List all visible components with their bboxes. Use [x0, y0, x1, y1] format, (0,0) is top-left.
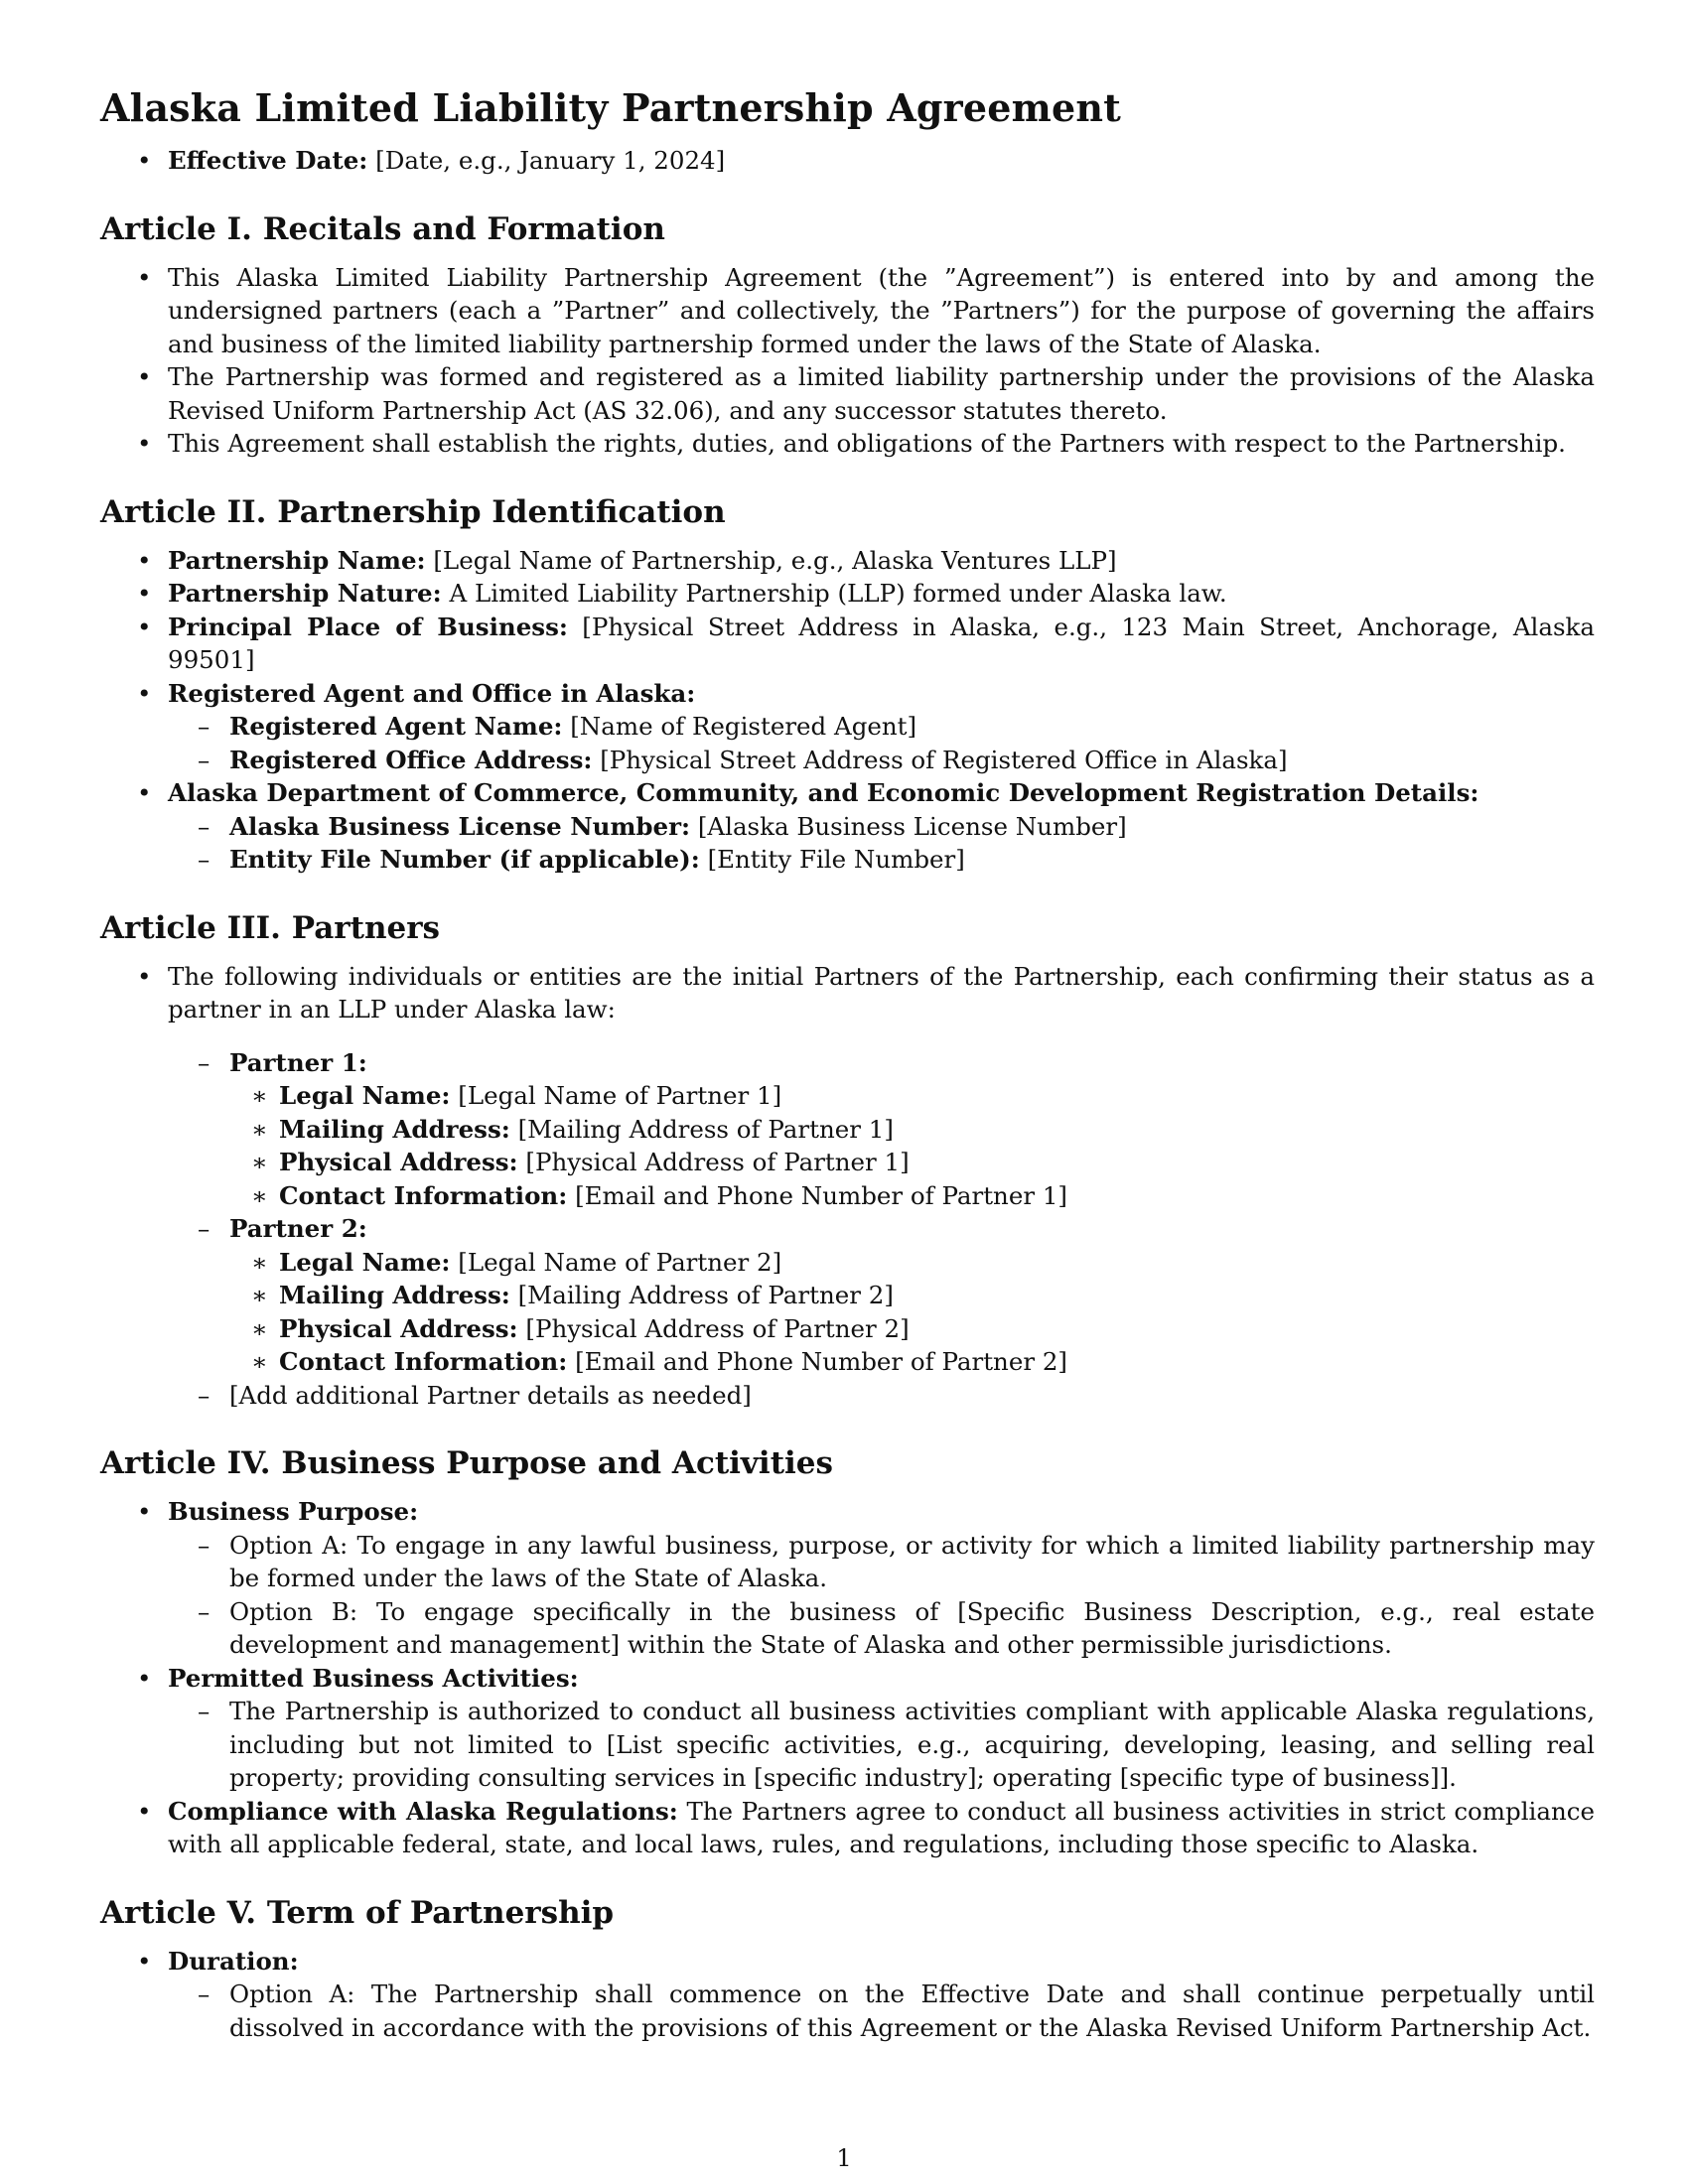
entity-file-number: – Entity File Number (if applicable): [Entity File Number]: [168, 843, 1595, 877]
principal-place: • Principal Place of Business: [Physical Street Address in Alaska, e.g., 123 Main Street, Anchorage, Alaska 99501]: [100, 611, 1595, 677]
effective-date-list: [100, 144, 1595, 178]
article-2-heading: Article II. Partnership Identification: [100, 493, 726, 530]
partner-2: – Partner 2: ∗ Legal Name: [Legal Name of Partner 2] ∗ Mailing Address: [Mailing Address of Partner 2] ∗ Physical Address: [Physical Address of Partner 2] ∗ Contact Information: [Email and Phone Number of Partner 2]: [168, 1212, 1595, 1379]
partner-1: – Partner 1: ∗ Legal Name: [Legal Name of Partner 1] ∗ Mailing Address: [Mailing Address of Partner 1] ∗ Physical Address: [Physical Address of Partner 1] ∗ Contact Information: [Email and Phone Number of Partner 1]: [168, 1046, 1595, 1213]
article-3-heading: Article III. Partners: [100, 909, 440, 946]
additional-partners: – [Add additional Partner details as needed]: [168, 1379, 1595, 1413]
article-3-list: [100, 960, 1595, 1413]
compliance: • Compliance with Alaska Regulations: The Partners agree to conduct all business activities in strict compliance with all applicable federal, state, and local laws, rules, and regulations, including those specific to Alaska.: [100, 1795, 1595, 1861]
partner-1-physical-address: ∗ Physical Address: [Physical Address of Partner 1]: [229, 1146, 1595, 1179]
document-title: Alaska Limited Liability Partnership Agreement: [100, 85, 1121, 130]
partner-2-mailing-address: ∗ Mailing Address: [Mailing Address of Partner 2]: [229, 1279, 1595, 1312]
effective-date: • Effective Date: [Date, e.g., January 1, 2024]: [100, 144, 1595, 178]
article-1-list: [100, 261, 1595, 461]
article-1-heading: Article I. Recitals and Formation: [100, 210, 665, 247]
partner-2-legal-name: ∗ Legal Name: [Legal Name of Partner 2]: [229, 1246, 1595, 1280]
list-item: • This Agreement shall establish the rights, duties, and obligations of the Partners with respect to the Partnership.: [100, 427, 1595, 461]
article-2-list: [100, 544, 1595, 877]
business-license-number: – Alaska Business License Number: [Alaska Business License Number]: [168, 810, 1595, 844]
partner-1-contact: ∗ Contact Information: [Email and Phone Number of Partner 1]: [229, 1179, 1595, 1213]
partner-2-physical-address: ∗ Physical Address: [Physical Address of Partner 2]: [229, 1312, 1595, 1346]
partner-1-legal-name: ∗ Legal Name: [Legal Name of Partner 1]: [229, 1079, 1595, 1113]
registration-details: • Alaska Department of Commerce, Community, and Economic Development Registration Details: – Alaska Business License Number: [Alaska Business License Number] – Entity File Number (if applicable): [Entity File Number]: [100, 776, 1595, 877]
article-4-list: [100, 1495, 1595, 1861]
purpose-option-b: – Option B: To engage specifically in the business of [Specific Business Description, e.g., real estate development and management] within the State of Alaska and other permissible jurisdictions.: [168, 1595, 1595, 1662]
registered-office-address: – Registered Office Address: [Physical Street Address of Registered Office in Alaska]: [168, 744, 1595, 777]
partner-2-contact: ∗ Contact Information: [Email and Phone Number of Partner 2]: [229, 1345, 1595, 1379]
list-item: • The Partnership was formed and registered as a limited liability partnership under the provisions of the Alaska Revised Uniform Partnership Act (AS 32.06), and any successor statutes thereto.: [100, 360, 1595, 427]
registered-agent-name: – Registered Agent Name: [Name of Registered Agent]: [168, 710, 1595, 744]
partners-intro: • The following individuals or entities are the initial Partners of the Partnership, each confirming their status as a partner in an LLP under Alaska law: – Partner 1: ∗ Legal Name: [Legal Name of Partner 1] ∗ Mailing Address: [Mailing Address of Partner 1] ∗ Physical Address: [Physical Address of Partner 1] ∗ Contact Information: [Email and Phone Number of Partner 1] – Partner 2: ∗ Legal Name: [Legal Name of Partner 2] ∗ Mailing Address: [Mailing Address of Partner 2] ∗ Physical Address: [Physical Address of Partner 2] ∗ Contact Information: [Email and Phone Number of Partner 2] – [Add additional Partner details as needed]: [100, 960, 1595, 1413]
registered-agent-office: • Registered Agent and Office in Alaska: – Registered Agent Name: [Name of Registered Agent] – Registered Office Address: [Physical Street Address of Registered Office in Alaska]: [100, 677, 1595, 777]
article-4-heading: Article IV. Business Purpose and Activities: [100, 1445, 833, 1481]
permitted-activities-text: – The Partnership is authorized to conduct all business activities compliant with applicable Alaska regulations, including but not limited to [List specific activities, e.g., acquiring, developing, leasing, and selling real property; providing consulting services in [specific industry]; operating [specific type of business]].: [168, 1695, 1595, 1795]
list-item: • This Alaska Limited Liability Partnership Agreement (the ”Agreement”) is entered into by and among the undersigned partners (each a ”Partner” and collectively, the ”Partners”) for the purpose of governing the affairs and business of the limited liability partnership formed under the laws of the State of Alaska.: [100, 261, 1595, 361]
business-purpose: • Business Purpose: – Option A: To engage in any lawful business, purpose, or activity for which a limited liability partnership may be formed under the laws of the State of Alaska. – Option B: To engage specifically in the business of [Specific Business Description, e.g., real estate development and management] within the State of Alaska and other permissible jurisdictions.: [100, 1495, 1595, 1662]
partnership-nature: • Partnership Nature: A Limited Liability Partnership (LLP) formed under Alaska law.: [100, 577, 1595, 611]
duration: • Duration: – Option A: The Partnership shall commence on the Effective Date and shall continue perpetually until dissolved in accordance with the provisions of this Agreement or the Alaska Revised Uniform Partnership Act.: [100, 1945, 1595, 2045]
duration-option-a: – Option A: The Partnership shall commence on the Effective Date and shall continue perpetually until dissolved in accordance with the provisions of this Agreement or the Alaska Revised Uniform Partnership Act.: [168, 1978, 1595, 2044]
article-5-list: [100, 1945, 1595, 2045]
partner-1-mailing-address: ∗ Mailing Address: [Mailing Address of Partner 1]: [229, 1113, 1595, 1147]
page-number: 1: [836, 2144, 852, 2172]
article-5-heading: Article V. Term of Partnership: [100, 1894, 615, 1931]
partnership-name: • Partnership Name: [Legal Name of Partnership, e.g., Alaska Ventures LLP]: [100, 544, 1595, 578]
permitted-activities: • Permitted Business Activities: – The Partnership is authorized to conduct all business activities compliant with applicable Alaska regulations, including but not limited to [List specific activities, e.g., acquiring, developing, leasing, and selling real property; providing consulting services in [specific industry]; operating [specific type of business]].: [100, 1662, 1595, 1795]
purpose-option-a: – Option A: To engage in any lawful business, purpose, or activity for which a limited liability partnership may be formed under the laws of the State of Alaska.: [168, 1529, 1595, 1595]
document-page: [100, 85, 1595, 2044]
